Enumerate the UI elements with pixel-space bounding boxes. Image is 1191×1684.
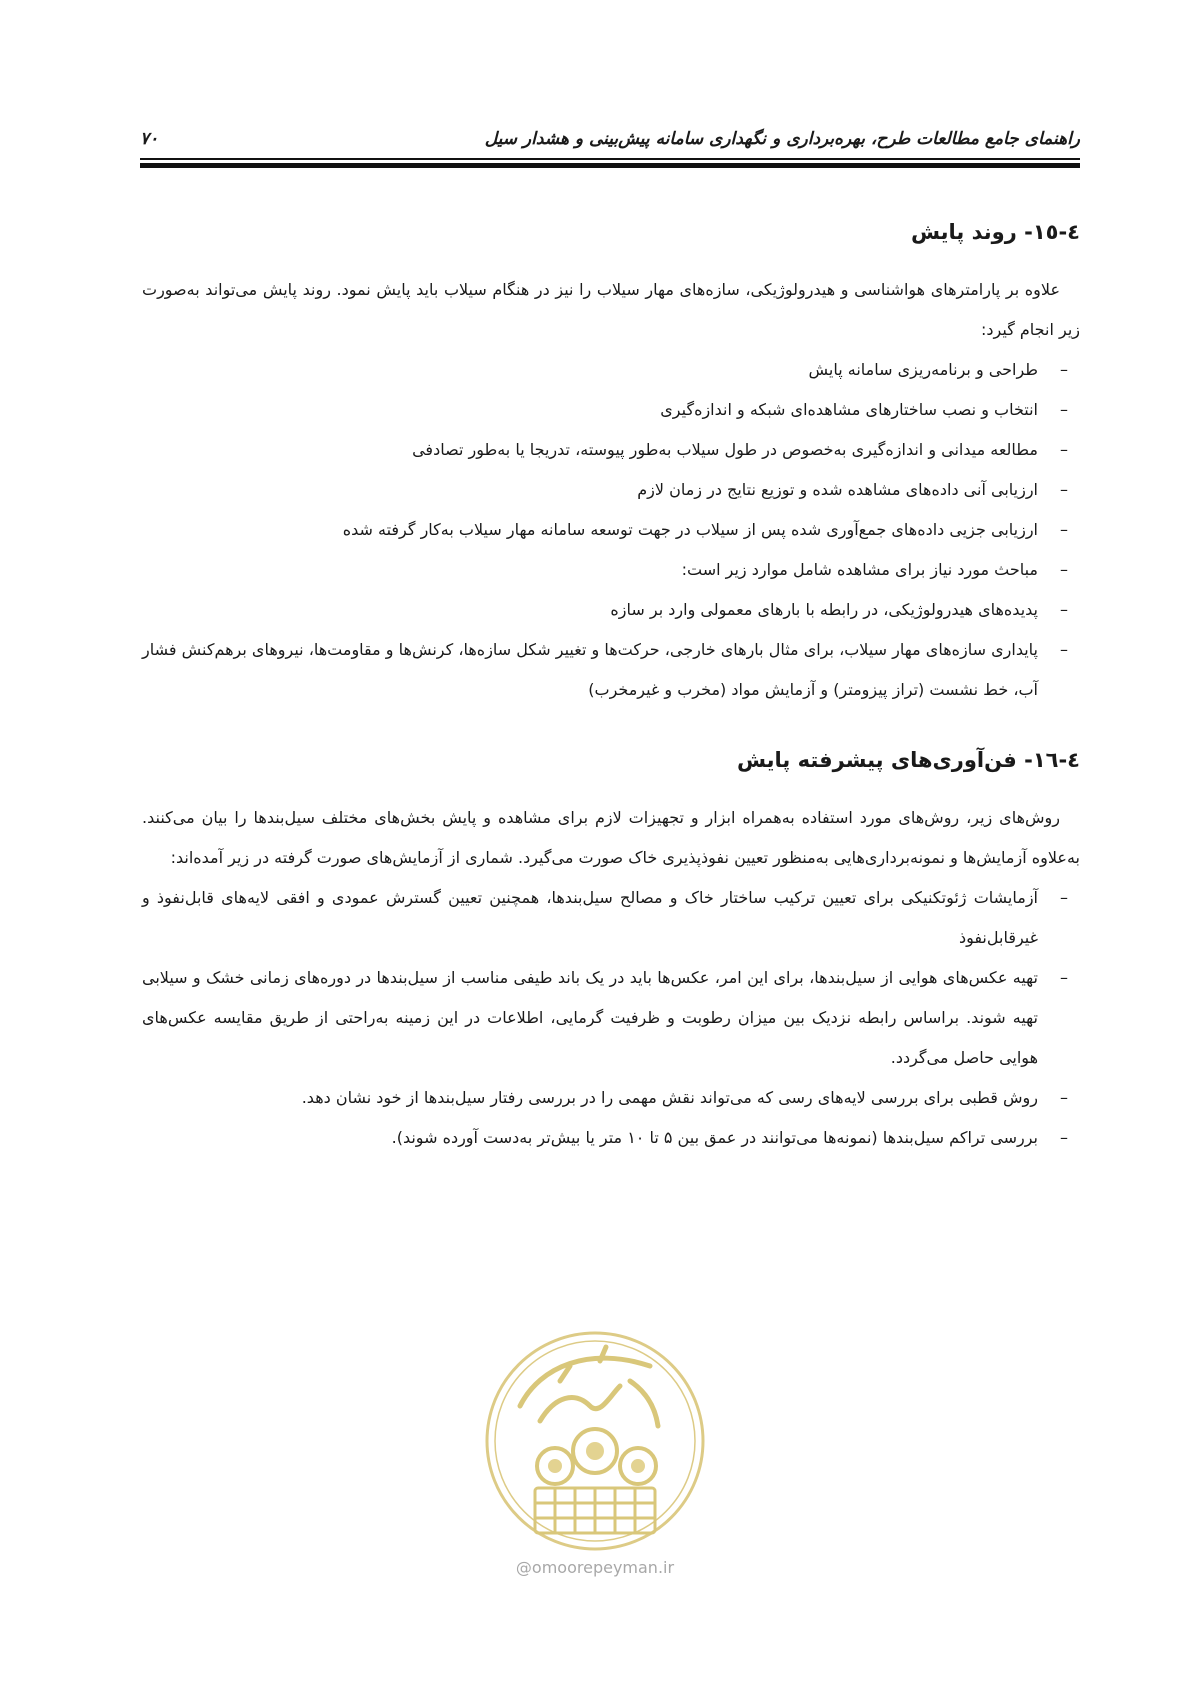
dash-bullet-icon: – bbox=[1060, 520, 1068, 539]
list-item: – آزمایشات ژئوتکنیکی برای تعیین ترکیب ساختار خاک و مصالح سیل‌بندها، همچنین تعیین گسترش عمودی و افقی لایه‌های قابل‌نفوذ و غیرقابل‌نفوذ bbox=[142, 878, 1080, 958]
dash-bullet-icon: – bbox=[1060, 640, 1068, 659]
dash-bullet-icon: – bbox=[1060, 360, 1068, 379]
list-item: – طراحی و برنامه‌ریزی سامانه پایش bbox=[142, 350, 1080, 390]
section-spacer bbox=[142, 710, 1080, 740]
section-intro-paragraph: روش‌های زیر، روش‌های مورد استفاده به‌همراه ابزار و تجهیزات لازم برای مشاهده و پایش بخش‌های مختلف سیل‌بندها را بیان می‌کنند. به‌علاوه آزمایش‌ها و نمونه‌برداری‌هایی به‌منظور تعیین نفوذپذیری خاک صورت می‌گیرد. شماری از آزمایش‌های صورت گرفته در زیر آمده‌اند: bbox=[142, 808, 1080, 867]
dash-bullet-icon: – bbox=[1060, 480, 1068, 499]
header-title: راهنمای جامع مطالعات طرح، بهره‌برداری و نگهداری سامانه پیش‌بینی و هشدار سیل bbox=[484, 129, 1080, 149]
dash-bullet-icon: – bbox=[1060, 1088, 1068, 1107]
list-item: – تهیه عکس‌های هوایی از سیل‌بندها، برای این امر، عکس‌ها باید در یک باند طیفی مناسب از سیل‌بندها در دوره‌های زمانی خشک و سیلابی تهیه شوند. براساس رابطه نزدیک بین میزان رطوبت و ظرفیت گرمایی، اطلاعات در این زمینه به‌راحتی از طریق مقایسه عکس‌های هوایی حاصل می‌گردد. bbox=[142, 958, 1080, 1078]
section-heading bbox=[142, 740, 1080, 780]
list-item: – پایداری سازه‌های مهار سیلاب، برای مثال بارهای خارجی، حرکت‌ها و تغییر شکل سازه‌ها، کرنش‌ها و مقاومت‌ها، نیروهای برهم‌کنش فشار آب، خط نشست (تراز پیزومتر) و آزمایش مواد (مخرب و غیرمخرب) bbox=[142, 630, 1080, 710]
main-content bbox=[142, 212, 1080, 1158]
watermark-url: @omoorepeyman.ir bbox=[515, 1558, 675, 1577]
running-header bbox=[140, 124, 1080, 154]
section-heading bbox=[142, 212, 1080, 252]
header-rule-thick bbox=[140, 163, 1080, 168]
dash-bullet-icon: – bbox=[1060, 440, 1068, 459]
dash-bullet-icon: – bbox=[1060, 888, 1068, 907]
dash-bullet-icon: – bbox=[1060, 1128, 1068, 1147]
list-item: – انتخاب و نصب ساختارهای مشاهده‌ای شبکه و اندازه‌گیری bbox=[142, 390, 1080, 430]
section-intro-paragraph: علاوه بر پارامترهای هواشناسی و هیدرولوژیکی، سازه‌های مهار سیلاب را نیز در هنگام سیلاب باید پایش نمود. روند پایش می‌تواند به‌صورت زیر انجام گیرد: bbox=[142, 280, 1080, 339]
dash-bullet-icon: – bbox=[1060, 968, 1068, 987]
bullet-list bbox=[142, 350, 1080, 710]
list-item: – ارزیابی جزیی داده‌های جمع‌آوری شده پس از سیلاب در جهت توسعه سامانه مهار سیلاب به‌کار گرفته شده bbox=[142, 510, 1080, 550]
list-item: – ارزیابی آنی داده‌های مشاهده شده و توزیع نتایج در زمان لازم bbox=[142, 470, 1080, 510]
bullet-list bbox=[142, 878, 1080, 1158]
list-item: – مطالعه میدانی و اندازه‌گیری به‌خصوص در طول سیلاب به‌طور پیوسته، تدریجا یا به‌طور تصادفی bbox=[142, 430, 1080, 470]
dash-bullet-icon: – bbox=[1060, 400, 1068, 419]
page-number: ۷۰ bbox=[140, 129, 159, 149]
list-item: – پدیده‌های هیدرولوژیکی، در رابطه با بارهای معمولی وارد بر سازه bbox=[142, 590, 1080, 630]
list-item: – روش قطبی برای بررسی لایه‌های رسی که می‌تواند نقش مهمی را در بررسی رفتار سیل‌بندها از خود نشان دهد. bbox=[142, 1078, 1080, 1118]
header-rule-thin bbox=[140, 158, 1080, 160]
list-item: – مباحث مورد نیاز برای مشاهده شامل موارد زیر است: bbox=[142, 550, 1080, 590]
dash-bullet-icon: – bbox=[1060, 600, 1068, 619]
section-title: فن‌آوری‌های پیشرفته پایش bbox=[736, 748, 1017, 772]
section-number: ٤-١٥- bbox=[1024, 220, 1080, 244]
section-number: ٤-١٦- bbox=[1024, 748, 1080, 772]
list-item: – بررسی تراکم سیل‌بندها (نمونه‌ها می‌توانند در عمق بین ۵ تا ۱۰ متر یا بیش‌تر به‌دست آورده شوند). bbox=[142, 1118, 1080, 1158]
section-monitoring-process bbox=[142, 212, 1080, 710]
section-title: روند پایش bbox=[910, 220, 1017, 244]
section-advanced-monitoring bbox=[142, 740, 1080, 1158]
dash-bullet-icon: – bbox=[1060, 560, 1068, 579]
watermark-seal-logo bbox=[480, 1326, 710, 1556]
